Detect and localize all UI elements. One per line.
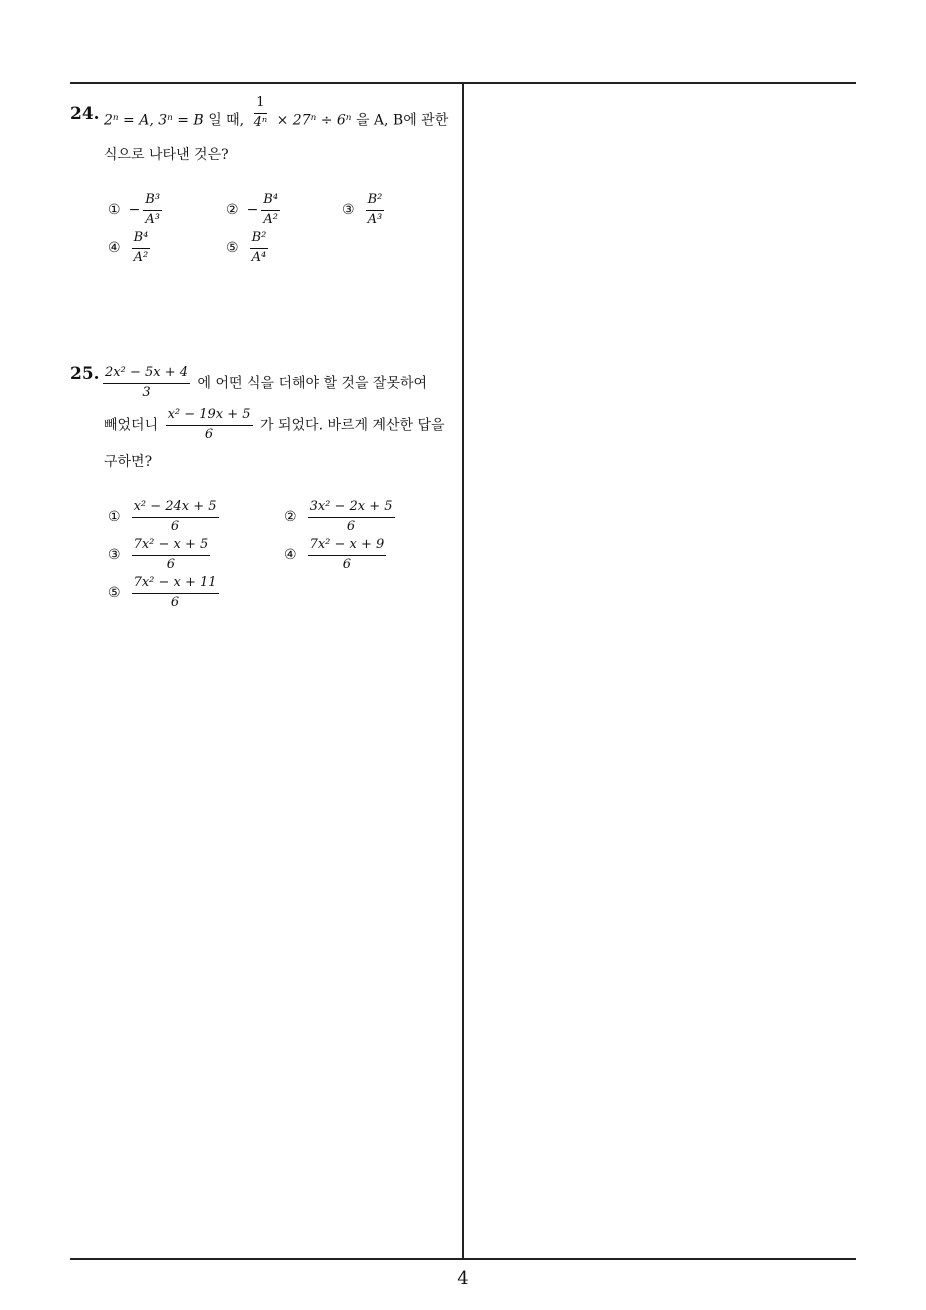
q24-tail: 을 A, B에 관한: [355, 112, 449, 129]
q25-frac1-den: 3: [142, 384, 151, 400]
option-mark: ③: [342, 202, 355, 219]
option-den: A²: [133, 249, 149, 265]
q25-option-2[interactable]: [284, 500, 398, 535]
option-mark: ④: [108, 240, 121, 257]
option-mark: ⑤: [226, 240, 239, 257]
q25-fraction-1: [103, 366, 190, 401]
option-sign: −: [128, 202, 141, 219]
option-num: x² − 24x + 5: [132, 500, 219, 518]
q24-option-2[interactable]: [226, 193, 283, 228]
q24-fraction: [252, 96, 270, 131]
q24-frac-num: 1: [254, 96, 266, 114]
option-num: B⁴: [261, 193, 280, 211]
option-num: B²: [250, 231, 269, 249]
q25-line2-tail: 가 되었다. 바르게 계산한 답을: [260, 417, 445, 434]
q24-option-5[interactable]: [226, 231, 271, 266]
q24-line2: 식으로 나타낸 것은?: [104, 147, 229, 163]
option-mark: ②: [284, 509, 297, 526]
option-sign: −: [246, 202, 259, 219]
option-den: A³: [367, 211, 383, 227]
option-den: A²: [263, 211, 278, 227]
option-num: B⁴: [132, 231, 151, 249]
option-num: B²: [366, 193, 385, 211]
option-den: A⁴: [251, 249, 267, 265]
q24-line1: [104, 95, 449, 131]
q24-option-1[interactable]: [108, 193, 165, 228]
option-mark: ①: [108, 509, 121, 526]
q24-when: 일 때,: [208, 112, 245, 129]
q25-fraction-2: [166, 408, 253, 443]
option-mark: ①: [108, 202, 121, 219]
q25-line3: 구하면?: [104, 454, 153, 470]
option-den: 6: [170, 594, 180, 610]
option-mark: ③: [108, 547, 121, 564]
bottom-rule: [70, 1258, 856, 1260]
option-num: 3x² − 2x + 5: [308, 500, 395, 518]
q25-line1-tail: 에 어떤 식을 더해야 할 것을 잘못하여: [197, 375, 428, 392]
option-den: 6: [346, 518, 356, 534]
q24-condition: 2ⁿ = A, 3ⁿ = B: [104, 112, 204, 129]
q24-frac-den: 4ⁿ: [253, 114, 268, 130]
q25-line2: [104, 408, 445, 443]
option-num: B³: [143, 193, 162, 211]
option-den: 6: [170, 518, 180, 534]
q25-option-4[interactable]: [284, 538, 389, 573]
column-divider: [462, 82, 464, 1259]
option-den: 6: [166, 556, 176, 572]
q24-option-3[interactable]: [342, 193, 387, 228]
q25-number: 25.: [70, 364, 100, 384]
q25-frac1-num: 2x² − 5x + 4: [103, 366, 190, 384]
q25-frac2-num: x² − 19x + 5: [166, 408, 253, 426]
option-den: A³: [145, 211, 160, 227]
q25-option-3[interactable]: [108, 538, 213, 573]
option-den: 6: [342, 556, 352, 572]
option-num: 7x² − x + 5: [132, 538, 211, 556]
q24-number: 24.: [70, 104, 100, 124]
q25-frac2-den: 6: [204, 426, 214, 442]
option-num: 7x² − x + 9: [308, 538, 387, 556]
q25-option-5[interactable]: [108, 576, 222, 611]
option-mark: ②: [226, 202, 239, 219]
option-mark: ⑤: [108, 585, 121, 602]
q24-option-4[interactable]: [108, 231, 153, 266]
q25-option-1[interactable]: [108, 500, 222, 535]
q25-line1: [100, 366, 427, 401]
option-mark: ④: [284, 547, 297, 564]
page-number: 4: [457, 1268, 469, 1289]
q24-expression: × 27ⁿ ÷ 6ⁿ: [276, 112, 352, 129]
option-num: 7x² − x + 11: [132, 576, 219, 594]
q25-line2-head: 빼었더니: [104, 417, 159, 434]
